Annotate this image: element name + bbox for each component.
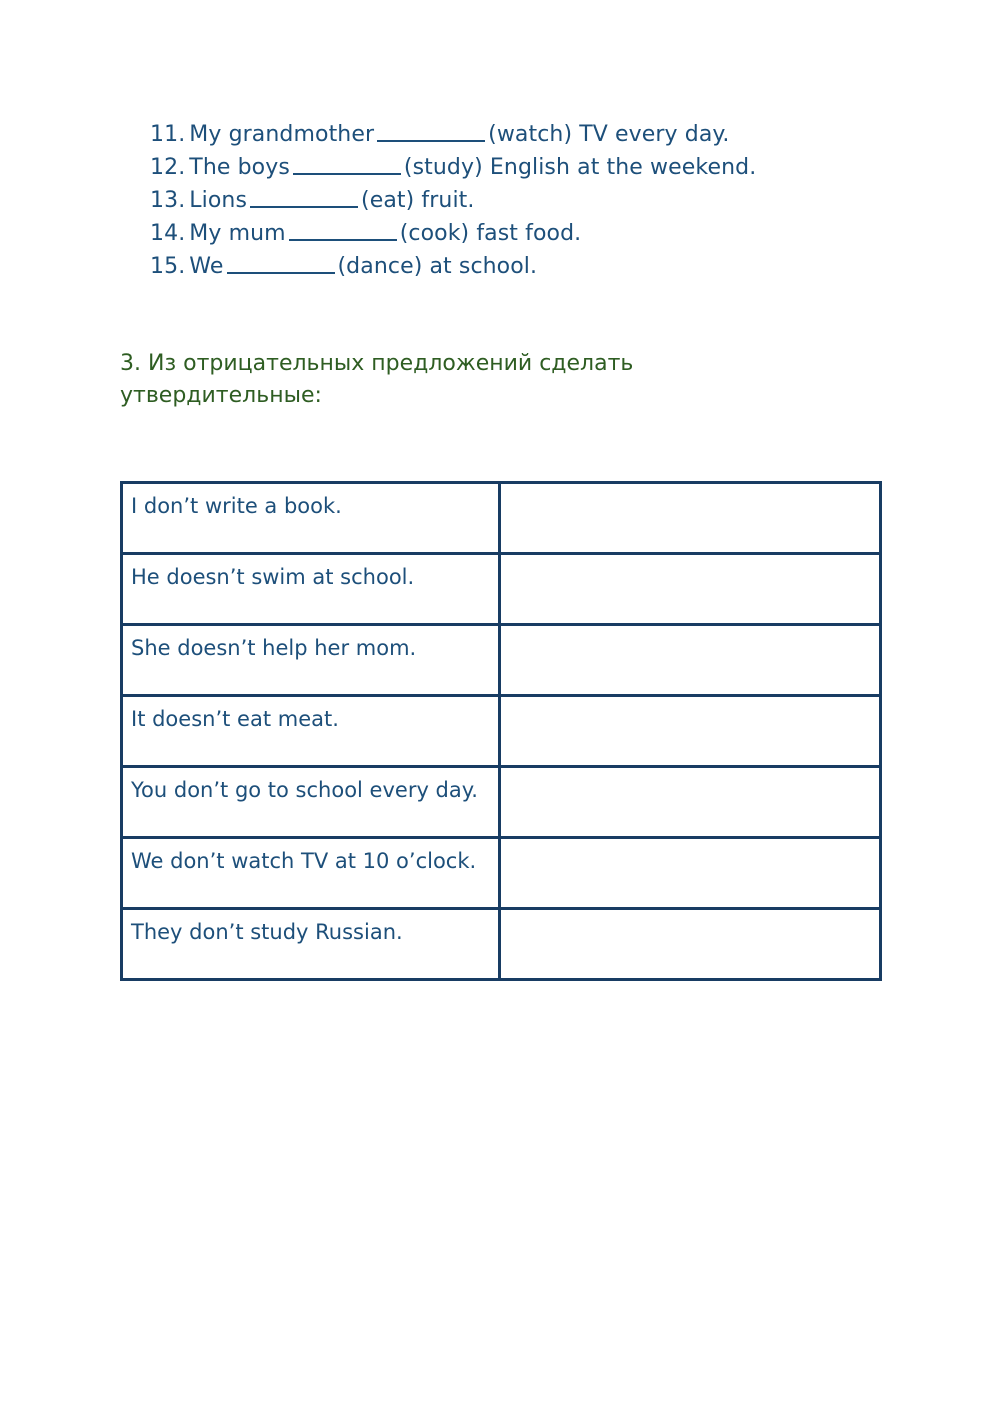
task-3-heading: 3. Из отрицательных предложений сделать утвердительные:: [120, 351, 634, 408]
fill-in-blank[interactable]: [289, 219, 397, 241]
negative-sentence: It doesn’t eat meat.: [122, 696, 500, 767]
exercise-subject: My grandmother: [189, 122, 375, 147]
exercise-number: 15.: [150, 254, 186, 279]
exercise-rest: (watch) TV every day.: [488, 122, 730, 147]
answer-cell[interactable]: [500, 767, 881, 838]
exercise-item-12: [150, 151, 756, 184]
table-row: [122, 625, 881, 696]
negative-sentence: We don’t watch TV at 10 o’clock.: [122, 838, 500, 909]
answer-cell[interactable]: [500, 554, 881, 625]
exercise-number: 13.: [150, 188, 186, 213]
exercise-subject: My mum: [189, 221, 286, 246]
negative-sentence: I don’t write a book.: [122, 483, 500, 554]
table-row: [122, 483, 881, 554]
table-row: [122, 696, 881, 767]
table-row: [122, 909, 881, 980]
exercise-rest: (study) English at the weekend.: [403, 155, 757, 180]
answer-cell[interactable]: [500, 909, 881, 980]
negative-sentence: He doesn’t swim at school.: [122, 554, 500, 625]
exercise-number: 12.: [150, 155, 186, 180]
negative-sentence: They don’t study Russian.: [122, 909, 500, 980]
exercise-list: [150, 118, 756, 283]
fill-in-blank[interactable]: [250, 186, 358, 208]
exercise-number: 14.: [150, 221, 186, 246]
fill-in-blank[interactable]: [227, 252, 335, 274]
exercise-item-14: [150, 217, 756, 250]
fill-in-blank[interactable]: [377, 120, 485, 142]
exercise-subject: Lions: [189, 188, 248, 213]
exercise-subject: We: [189, 254, 224, 279]
fill-in-blank[interactable]: [293, 153, 401, 175]
exercise-rest: (eat) fruit.: [361, 188, 475, 213]
exercise-rest: (cook) fast food.: [399, 221, 582, 246]
exercise-subject: The boys: [189, 155, 290, 180]
answer-table: [120, 481, 882, 981]
answer-cell[interactable]: [500, 483, 881, 554]
negative-sentence: She doesn’t help her mom.: [122, 625, 500, 696]
negative-sentence: You don’t go to school every day.: [122, 767, 500, 838]
exercise-number: 11.: [150, 122, 186, 147]
table-row: [122, 554, 881, 625]
exercise-item-11: [150, 118, 756, 151]
exercise-rest: (dance) at school.: [337, 254, 538, 279]
exercise-item-15: [150, 250, 756, 283]
answer-cell[interactable]: [500, 838, 881, 909]
table-row: [122, 767, 881, 838]
answer-cell[interactable]: [500, 625, 881, 696]
table-row: [122, 838, 881, 909]
answer-cell[interactable]: [500, 696, 881, 767]
exercise-item-13: [150, 184, 756, 217]
